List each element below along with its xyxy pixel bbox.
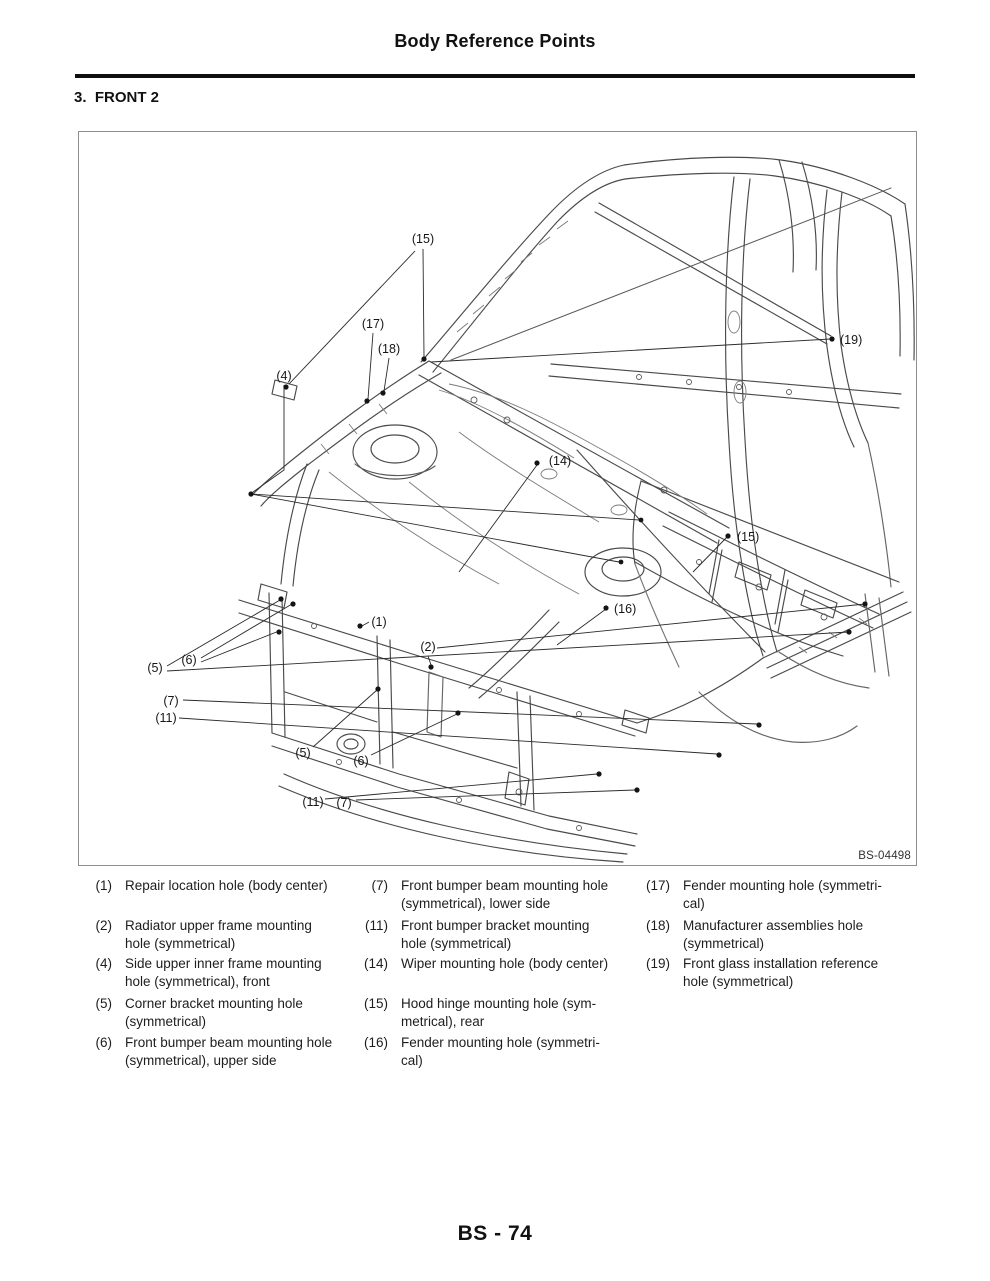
legend-num: (18) bbox=[645, 918, 670, 933]
legend-item-17 bbox=[638, 877, 903, 913]
callout-15-right: (15) bbox=[737, 530, 760, 544]
callout-19: (19) bbox=[840, 333, 863, 347]
legend-text: Corner bracket mounting hole (symmetrical) bbox=[125, 996, 303, 1029]
legend-num: (15) bbox=[363, 996, 388, 1011]
legend-text: Fender mounting hole (symmetri- cal) bbox=[683, 878, 882, 911]
body-diagram-figure bbox=[78, 131, 917, 866]
legend bbox=[0, 877, 990, 1077]
legend-num: (14) bbox=[363, 956, 388, 971]
legend-text: Front bumper beam mounting hole (symmetrical), lower side bbox=[401, 878, 609, 911]
callout-15-top: (15) bbox=[411, 232, 435, 246]
section-heading: 3. FRONT 2 bbox=[74, 89, 160, 106]
legend-item-1 bbox=[80, 877, 345, 895]
callout-11-bottom: (11) bbox=[302, 795, 324, 809]
legend-text: Front bumper bracket mounting hole (symmetrical) bbox=[401, 918, 590, 951]
callout-17: (17) bbox=[361, 317, 385, 331]
legend-text: Hood hinge mounting hole (sym- metrical), rear bbox=[401, 996, 597, 1029]
legend-num: (17) bbox=[645, 878, 670, 893]
legend-num: (16) bbox=[363, 1035, 388, 1050]
callout-5-bottom: (5) bbox=[295, 746, 311, 760]
legend-item-7 bbox=[356, 877, 621, 913]
legend-text: Side upper inner frame mounting hole (symmetrical), front bbox=[125, 956, 322, 989]
callout-11-left: (11) bbox=[155, 711, 177, 725]
callout-6-left: (6) bbox=[181, 653, 197, 667]
page-title: Body Reference Points bbox=[394, 31, 596, 51]
legend-item-5 bbox=[80, 995, 345, 1031]
callout-16: (16) bbox=[614, 602, 637, 616]
title-rule bbox=[75, 74, 915, 78]
legend-text: Front glass installation reference hole (symmetrical) bbox=[683, 956, 879, 989]
body-hole-marks bbox=[312, 375, 828, 831]
body-shell-lines bbox=[239, 157, 914, 862]
legend-num: (5) bbox=[95, 996, 112, 1011]
legend-text: Repair location hole (body center) bbox=[125, 878, 328, 893]
callout-1: (1) bbox=[371, 615, 387, 629]
legend-num: (7) bbox=[371, 878, 388, 893]
legend-text: Wiper mounting hole (body center) bbox=[401, 956, 609, 971]
legend-item-2 bbox=[80, 917, 345, 953]
footer-page-number: BS - 74 bbox=[457, 1222, 533, 1245]
callout-7-left: (7) bbox=[163, 694, 179, 708]
callout-2: (2) bbox=[420, 640, 436, 654]
callout-18: (18) bbox=[377, 342, 401, 356]
legend-item-6 bbox=[80, 1034, 345, 1070]
legend-num: (4) bbox=[95, 956, 112, 971]
legend-num: (2) bbox=[95, 918, 112, 933]
legend-text: Front bumper beam mounting hole (symmetrical), upper side bbox=[125, 1035, 333, 1068]
callout-14: (14) bbox=[548, 454, 572, 468]
callout-4: (4) bbox=[276, 369, 292, 383]
legend-num: (6) bbox=[95, 1035, 112, 1050]
callout-7-bottom: (7) bbox=[336, 796, 352, 810]
legend-item-19 bbox=[638, 955, 903, 991]
body-line-drawing bbox=[79, 132, 916, 865]
callout-5-left: (5) bbox=[147, 661, 163, 675]
legend-item-15 bbox=[356, 995, 621, 1031]
legend-item-18 bbox=[638, 917, 903, 953]
legend-text: Manufacturer assemblies hole (symmetrical) bbox=[683, 918, 864, 951]
legend-item-16 bbox=[356, 1034, 621, 1070]
legend-item-11 bbox=[356, 917, 621, 953]
callout-6-bottom: (6) bbox=[353, 754, 369, 768]
legend-num: (19) bbox=[645, 956, 670, 971]
legend-text: Fender mounting hole (symmetri- cal) bbox=[401, 1035, 600, 1068]
legend-item-14 bbox=[356, 955, 621, 973]
legend-text: Radiator upper frame mounting hole (symmetrical) bbox=[125, 918, 312, 951]
legend-num: (1) bbox=[95, 878, 112, 893]
figure-code: BS-04498 bbox=[858, 850, 911, 862]
legend-num: (11) bbox=[364, 918, 388, 933]
legend-item-4 bbox=[80, 955, 345, 991]
